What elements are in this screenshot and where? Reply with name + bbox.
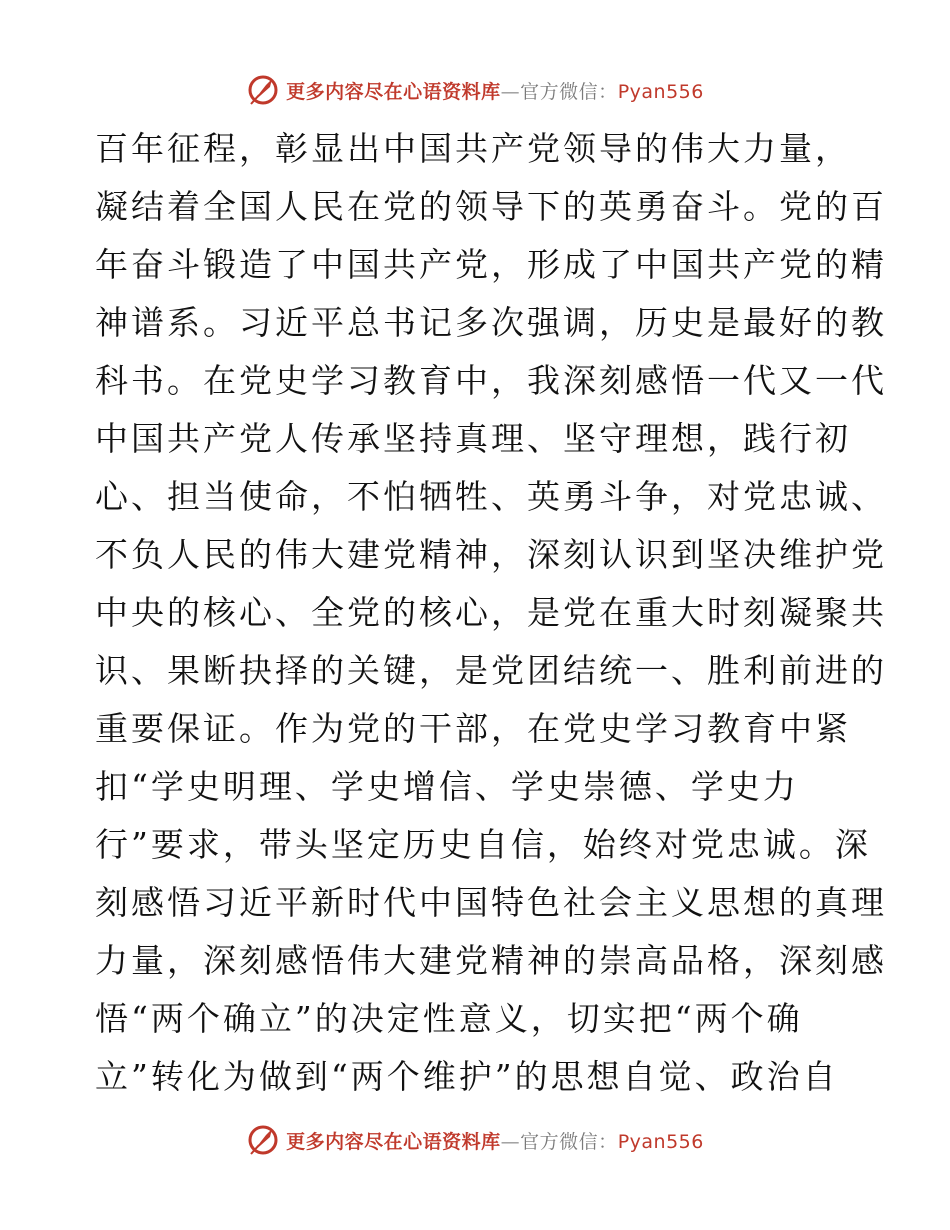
body-line: 力量，深刻感悟伟大建党精神的崇高品格，深刻感: [95, 941, 887, 980]
footer-banner: [0, 1120, 950, 1160]
header-separator: —: [500, 80, 521, 103]
quill-logo-icon: [246, 1123, 280, 1157]
body-line: 重要保证。作为党的干部，在党史学习教育中紧: [95, 709, 851, 748]
document-body: [95, 120, 887, 1106]
body-line: 不负人民的伟大建党精神，深刻认识到坚决维护党: [95, 535, 887, 574]
footer-wechat-id: Pyan556: [617, 1130, 704, 1153]
body-line: 悟“两个确立”的决定性意义，切实把“两个确: [95, 999, 803, 1038]
body-line: 中国共产党人传承坚持真理、坚守理想，践行初: [95, 419, 851, 458]
quill-logo-icon: [246, 73, 280, 107]
body-line: 凝结着全国人民在党的领导下的英勇奋斗。党的百: [95, 187, 887, 226]
footer-brand: 更多内容尽在心语资料库: [286, 1130, 501, 1153]
header-banner-text: [286, 77, 704, 104]
header-banner: [0, 70, 950, 110]
body-line: 扣“学史明理、学史增信、学史崇德、学史力: [95, 767, 799, 806]
header-label: 官方微信：: [520, 80, 618, 103]
footer-label: 官方微信：: [520, 1130, 618, 1153]
body-line: 中央的核心、全党的核心，是党在重大时刻凝聚共: [95, 593, 887, 632]
header-brand: 更多内容尽在心语资料库: [286, 80, 501, 103]
body-line: 百年征程，彰显出中国共产党领导的伟大力量，: [95, 129, 851, 168]
body-line: 刻感悟习近平新时代中国特色社会主义思想的真理: [95, 883, 887, 922]
body-line: 年奋斗锻造了中国共产党，形成了中国共产党的精: [95, 245, 887, 284]
header-wechat-id: Pyan556: [617, 80, 704, 103]
body-line: 识、果断抉择的关键，是党团结统一、胜利前进的: [95, 651, 887, 690]
footer-banner-text: [286, 1127, 704, 1154]
body-line: 科书。在党史学习教育中，我深刻感悟一代又一代: [95, 361, 887, 400]
body-line: 心、担当使命，不怕牺牲、英勇斗争，对党忠诚、: [95, 477, 887, 516]
body-line: 神谱系。习近平总书记多次强调，历史是最好的教: [95, 303, 887, 342]
body-line: 行”要求，带头坚定历史自信，始终对党忠诚。深: [95, 825, 871, 864]
body-line: 立”转化为做到“两个维护”的思想自觉、政治自: [95, 1057, 839, 1096]
footer-separator: —: [500, 1130, 521, 1153]
